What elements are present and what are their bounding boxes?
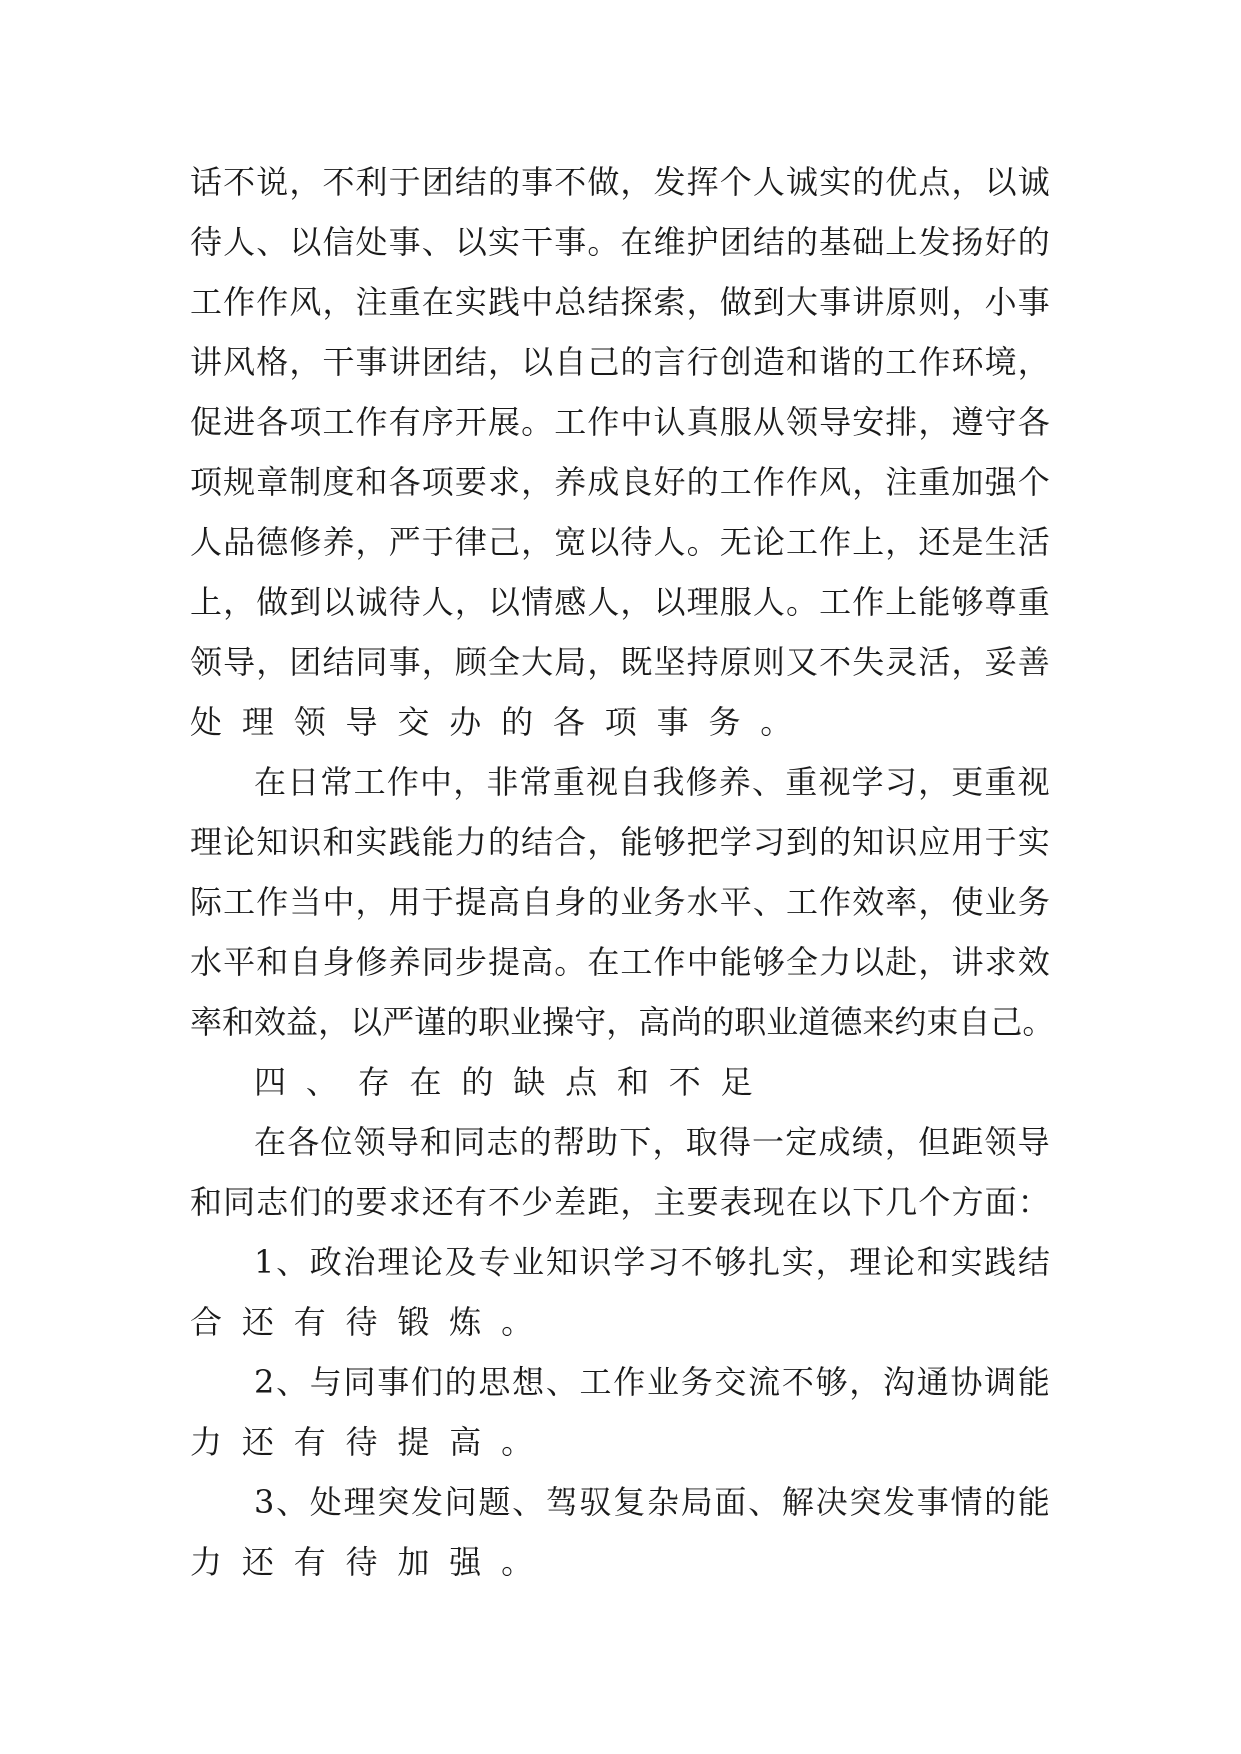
text-line: 率 和 效 益 ， 以 严 谨 的 职 业 操 守 ， 高 尚 的 职 业 道 德 来 约 束 自 己 。 bbox=[190, 1003, 1055, 1041]
text-line: 话 不 说 ， 不 利 于 团 结 的 事 不 做 ， 发 挥 个 人 诚 实 的 优 点 ， 以 诚 bbox=[190, 163, 1050, 201]
text-line: 讲 风 格 ， 干 事 讲 团 结 ， 以 自 己 的 言 行 创 造 和 谐 的 工 作 环 境 ， bbox=[190, 343, 1050, 381]
text-line: 1 、 政 治 理 论 及 专 业 知 识 学 习 不 够 扎 实 ， 理 论 和 实 践 结 bbox=[254, 1243, 1050, 1281]
paragraph bbox=[190, 1112, 1050, 1232]
text-line: 在 各 位 领 导 和 同 志 的 帮 助 下 ， 取 得 一 定 成 绩 ， 但 距 领 导 bbox=[254, 1123, 1050, 1161]
text-line: 项 规 章 制 度 和 各 项 要 求 ， 养 成 良 好 的 工 作 作 风 ， 注 重 加 强 个 bbox=[190, 463, 1050, 501]
text-line: 力 还 有 待 提 高 。 bbox=[190, 1423, 534, 1461]
text-line: 人 品 德 修 养 ， 严 于 律 己 ， 宽 以 待 人 。 无 论 工 作 上 ， 还 是 生 活 bbox=[190, 523, 1050, 561]
text-line: 际 工 作 当 中 ， 用 于 提 高 自 身 的 业 务 水 平 、 工 作 效 率 ， 使 业 务 bbox=[190, 883, 1050, 921]
text-line: 在 日 常 工 作 中 ， 非 常 重 视 自 我 修 养 、 重 视 学 习 ， 更 重 视 bbox=[254, 763, 1050, 801]
text-line: 促 进 各 项 工 作 有 序 开 展 。 工 作 中 认 真 服 从 领 导 安 排 ， 遵 守 各 bbox=[190, 403, 1050, 441]
text-line: 和 同 志 们 的 要 求 还 有 不 少 差 距 ， 主 要 表 现 在 以 下 几 个 方 面 ： bbox=[190, 1183, 1050, 1221]
text-line: 理 论 知 识 和 实 践 能 力 的 结 合 ， 能 够 把 学 习 到 的 知 识 应 用 于 实 bbox=[190, 823, 1050, 861]
text-line: 处 理 领 导 交 办 的 各 项 事 务 。 bbox=[190, 703, 793, 741]
text-line: 四 、 存 在 的 缺 点 和 不 足 bbox=[254, 1063, 753, 1101]
paragraph bbox=[190, 752, 1055, 1052]
paragraph bbox=[190, 1052, 1050, 1112]
text-line: 待 人 、 以 信 处 事 、 以 实 干 事 。 在 维 护 团 结 的 基 础 上 发 扬 好 的 bbox=[190, 223, 1050, 261]
text-line: 合 还 有 待 锻 炼 。 bbox=[190, 1303, 534, 1341]
text-line: 力 还 有 待 加 强 。 bbox=[190, 1543, 534, 1581]
text-line: 领 导 ， 团 结 同 事 ， 顾 全 大 局 ， 既 坚 持 原 则 又 不 失 灵 活 ， 妥 善 bbox=[190, 643, 1050, 681]
paragraph bbox=[190, 1472, 1050, 1592]
paragraph bbox=[190, 1352, 1050, 1472]
text-line: 3 、 处 理 突 发 问 题 、 驾 驭 复 杂 局 面 、 解 决 突 发 事 情 的 能 bbox=[254, 1483, 1050, 1521]
text-line: 上 ， 做 到 以 诚 待 人 ， 以 情 感 人 ， 以 理 服 人 。 工 作 上 能 够 尊 重 bbox=[190, 583, 1050, 621]
text-line: 水 平 和 自 身 修 养 同 步 提 高 。 在 工 作 中 能 够 全 力 以 赴 ， 讲 求 效 bbox=[190, 943, 1050, 981]
text-line: 2 、 与 同 事 们 的 思 想 、 工 作 业 务 交 流 不 够 ， 沟 通 协 调 能 bbox=[254, 1363, 1050, 1401]
paragraph bbox=[190, 152, 1050, 752]
text-line: 工 作 作 风 ， 注 重 在 实 践 中 总 结 探 索 ， 做 到 大 事 讲 原 则 ， 小 事 bbox=[190, 283, 1050, 321]
document-body bbox=[190, 152, 1055, 1592]
paragraph bbox=[190, 1232, 1050, 1352]
